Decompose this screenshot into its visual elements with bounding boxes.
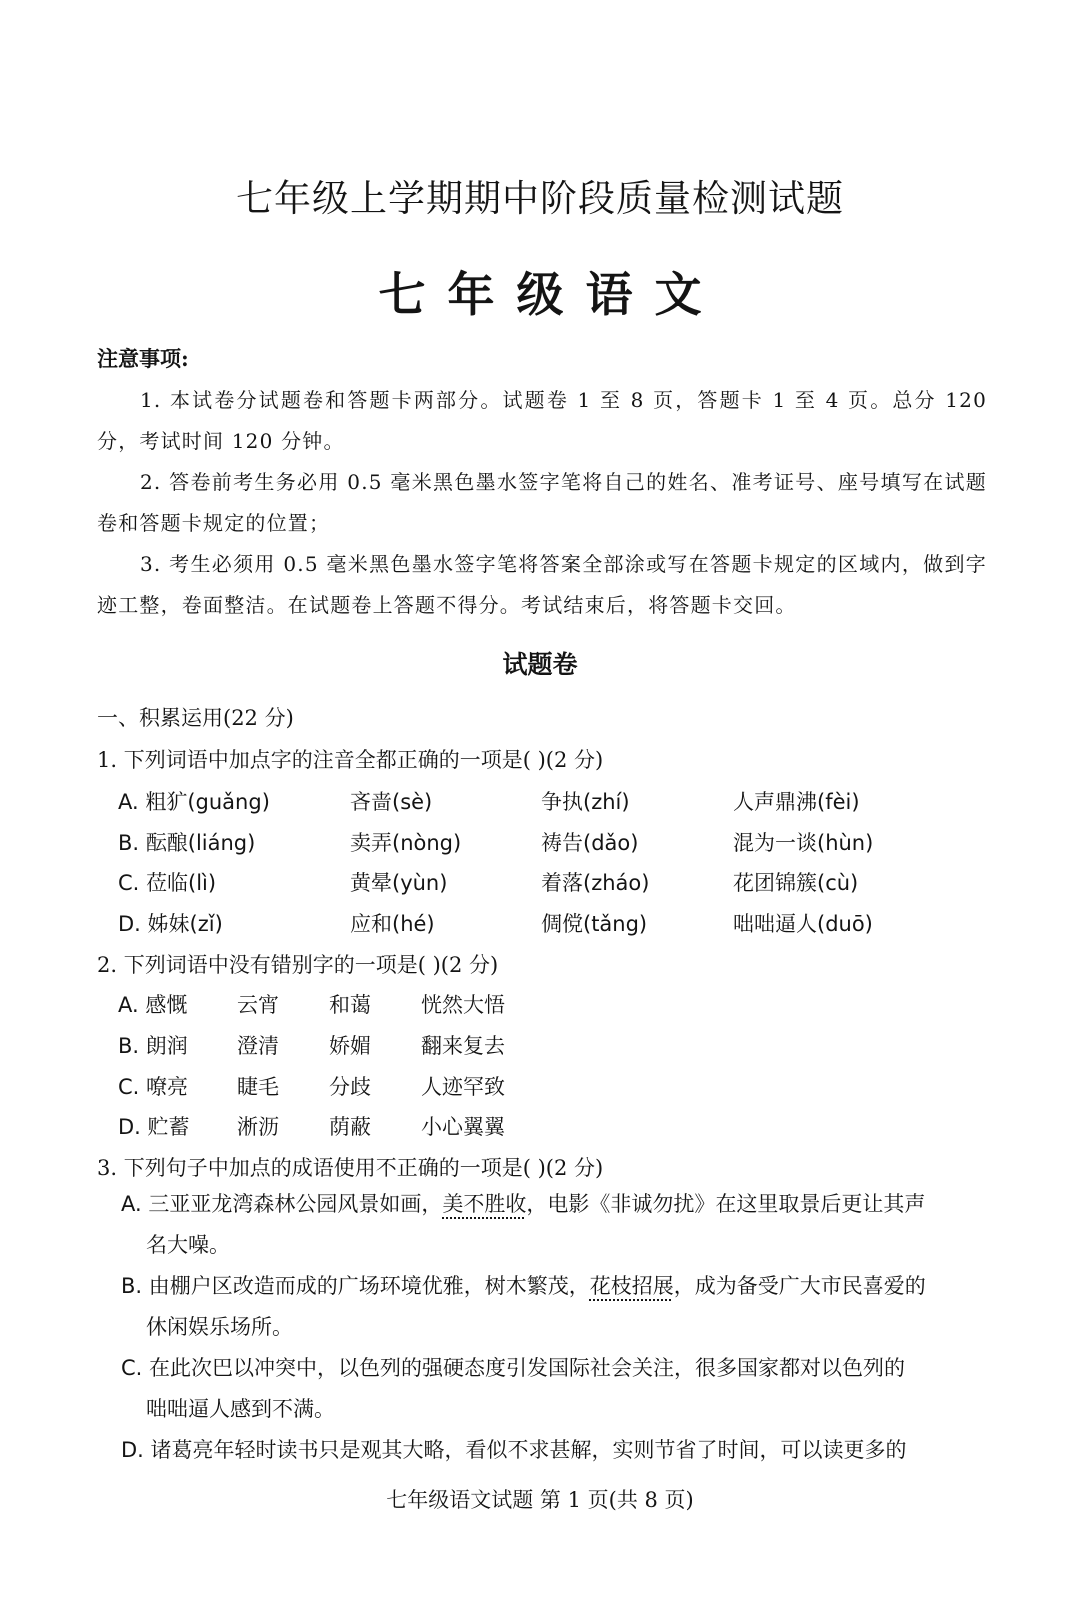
- q2-option-c-word-1: C. 嘹亮: [118, 1075, 189, 1099]
- q2-option-b-word-2: 澄清: [237, 1034, 279, 1058]
- q2-option-b-word-1: B. 朗润: [118, 1034, 188, 1058]
- q1-option-a-word-1: A. 粗犷(guǎng): [118, 790, 270, 814]
- q1-option-a-word-4: 人声鼎沸(fèi): [733, 790, 860, 814]
- notice-item-2: 2. 答卷前考生务必用 0.5 毫米黑色墨水签字笔将自己的姓名、准考证号、座号填写在试题卷和答题卡规定的位置；: [97, 470, 987, 535]
- q1-option-c-word-3: 着落(zháo): [541, 871, 650, 895]
- q1-option-c-word-1: C. 莅临(lì): [118, 871, 217, 895]
- q2-option-a-word-3: 和蔼: [329, 993, 371, 1017]
- exam-subtitle: 七年级上学期期中阶段质量检测试题: [236, 177, 844, 220]
- q3-option-b: B. 由棚户区改造而成的广场环境优雅，树木繁茂，花枝招展，成为备受广大市民喜爱的 休闲娱乐场所。: [121, 1274, 926, 1339]
- q2-option-d-word-3: 荫蔽: [329, 1115, 371, 1139]
- q2-option-d-word-2: 淅沥: [237, 1115, 279, 1139]
- q2-option-c-word-2: 睫毛: [237, 1075, 279, 1099]
- q2-option-b-word-4: 翻来复去: [421, 1034, 505, 1058]
- q2-option-d-word-1: D. 贮蓄: [118, 1115, 190, 1139]
- q2-option-a-word-2: 云宵: [237, 993, 279, 1017]
- question-2-stem: 2. 下列词语中没有错别字的一项是( )(2 分): [97, 953, 499, 977]
- page-footer: 七年级语文试题 第 1 页(共 8 页): [386, 1488, 694, 1512]
- q1-option-b-word-2: 卖弄(nòng): [350, 831, 462, 855]
- q1-option-d-word-2: 应和(hé): [350, 912, 435, 936]
- q3-option-b-idiom: 花枝招展: [589, 1274, 674, 1298]
- q2-option-b-word-3: 娇媚: [329, 1034, 371, 1058]
- question-1-stem: 1. 下列词语中加点字的注音全都正确的一项是( )(2 分): [97, 748, 604, 772]
- q3-option-d: D. 诸葛亮年轻时读书只是观其大略，看似不求甚解，实则节省了时间，可以读更多的: [121, 1438, 907, 1462]
- notice-list: [97, 380, 987, 626]
- q1-option-c-word-4: 花团锦簇(cù): [733, 871, 859, 895]
- q1-option-b-word-4: 混为一谈(hùn): [733, 831, 874, 855]
- q1-option-a-word-3: 争执(zhí): [541, 790, 630, 814]
- q1-option-d-word-4: 咄咄逼人(duō): [733, 912, 873, 936]
- q2-option-a-word-4: 恍然大悟: [421, 993, 505, 1017]
- q1-option-b-word-1: B. 酝酿(liáng): [118, 831, 256, 855]
- notice-item-3: 3. 考生必须用 0.5 毫米黑色墨水签字笔将答案全部涂或写在答题卡规定的区域内，做到字迹工整，卷面整洁。在试题卷上答题不得分。考试结束后，将答题卡交回。: [97, 552, 987, 617]
- question-3-options: [121, 1184, 987, 1471]
- q2-option-c-word-3: 分歧: [329, 1075, 371, 1099]
- question-3-stem: 3. 下列句子中加点的成语使用不正确的一项是( )(2 分): [97, 1156, 604, 1180]
- notice-heading: 注意事项:: [97, 346, 189, 371]
- q3-option-c: C. 在此次巴以冲突中，以色列的强硬态度引发国际社会关注，很多国家都对以色列的 咄咄逼人感到不满。: [121, 1356, 906, 1421]
- q1-option-d-word-1: D. 姊妹(zǐ): [118, 912, 223, 936]
- q3-option-a-idiom: 美不胜收: [442, 1192, 527, 1216]
- q2-option-a-word-1: A. 感慨: [118, 993, 188, 1017]
- q1-option-a-word-2: 吝啬(sè): [350, 790, 433, 814]
- q2-option-c-word-4: 人迹罕致: [421, 1075, 505, 1099]
- q1-option-d-word-3: 倜傥(tǎng): [541, 912, 648, 936]
- q3-option-a: A. 三亚亚龙湾森林公园风景如画，美不胜收，电影《非诚勿扰》在这里取景后更让其声 名大噪。: [121, 1192, 926, 1257]
- exam-title: 七年级语文: [378, 268, 724, 323]
- part-heading: 一、积累运用(22 分): [97, 706, 294, 730]
- q1-option-c-word-2: 黄晕(yùn): [350, 871, 448, 895]
- notice-item-1: 1. 本试卷分试题卷和答题卡两部分。试题卷 1 至 8 页，答题卡 1 至 4 页。总分 120 分，考试时间 120 分钟。: [97, 388, 987, 453]
- q2-option-d-word-4: 小心翼翼: [421, 1115, 505, 1139]
- q1-option-b-word-3: 祷告(dǎo): [541, 831, 639, 855]
- section-title: 试题卷: [502, 650, 578, 679]
